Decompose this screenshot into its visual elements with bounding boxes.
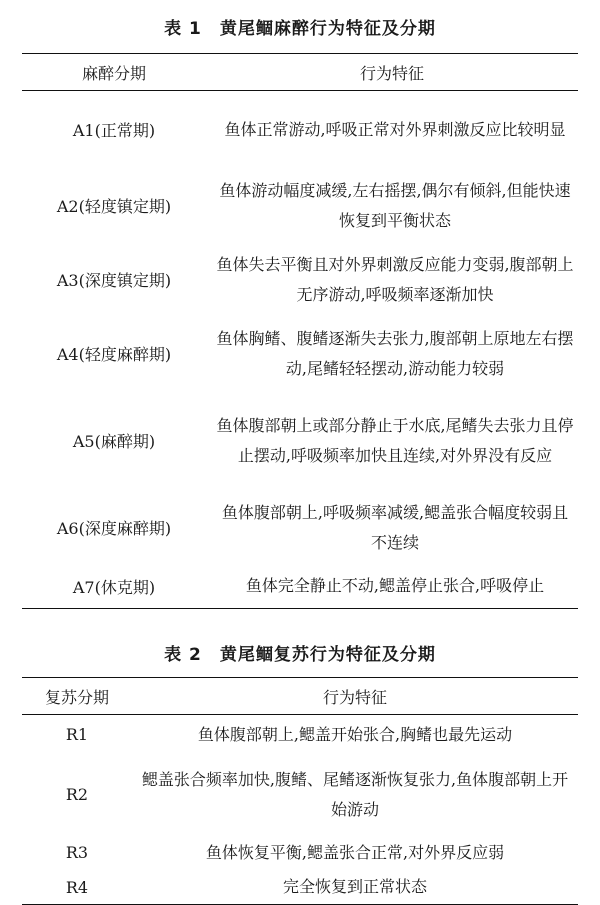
stage-cell: A5(麻醉期) <box>72 432 156 451</box>
table-row <box>22 317 578 391</box>
stage-cell: R3 <box>65 843 89 862</box>
table-row <box>22 715 578 755</box>
table2-caption <box>0 640 600 665</box>
stage-cell: A7(休克期) <box>22 565 206 609</box>
table-row <box>22 491 578 565</box>
column-header: 行为特征 <box>206 54 578 91</box>
behavior-cell: 鱼体失去平衡且对外界刺激反应能力变弱,腹部朝上无序游动,呼吸频率逐渐加快 <box>216 254 574 304</box>
behavior-cell: 鱼体腹部朝上,呼吸频率减缓,鳃盖张合幅度较弱且不连续 <box>221 502 569 552</box>
stage-cell: R1 <box>65 725 89 745</box>
stage-cell: A3(深度镇定期) <box>56 271 172 290</box>
column-header: 复苏分期 <box>22 678 132 715</box>
behavior-cell: 鳃盖张合频率加快,腹鳍、尾鳍逐渐恢复张力,鱼体腹部朝上开始游动 <box>141 769 569 819</box>
behavior-cell: 鱼体腹部朝上,鳃盖开始张合,胸鳍也最先运动 <box>197 724 513 744</box>
table1-caption <box>0 14 600 39</box>
stage-cell: A2(轻度镇定期) <box>56 197 172 216</box>
table-header-row <box>22 678 578 715</box>
stage-cell: A6(深度麻醉期) <box>56 519 172 538</box>
table-row <box>22 871 578 905</box>
behavior-cell: 鱼体游动幅度减缓,左右摇摆,偶尔有倾斜,但能快速恢复到平衡状态 <box>219 180 571 230</box>
column-header: 行为特征 <box>132 678 578 715</box>
behavior-cell: 鱼体正常游动,呼吸正常对外界刺激反应比较明显 <box>224 119 566 139</box>
recovery-stage-table <box>22 677 578 905</box>
table-row <box>22 391 578 491</box>
stage-cell: R4 <box>22 871 132 905</box>
stage-cell: A4(轻度麻醉期) <box>56 345 172 364</box>
table-header-row <box>22 54 578 91</box>
table-row <box>22 169 578 243</box>
table1-caption-title: 黄尾鲴麻醉行为特征及分期 <box>219 19 436 39</box>
table-row <box>22 91 578 169</box>
anesthesia-stage-table <box>22 53 578 609</box>
stage-cell: R2 <box>65 785 89 804</box>
table1-caption-number: 表 1 <box>164 19 202 39</box>
column-header: 麻醉分期 <box>22 54 206 91</box>
behavior-cell: 鱼体恢复平衡,鳃盖张合正常,对外界反应弱 <box>205 842 505 862</box>
behavior-cell: 鱼体完全静止不动,鳃盖停止张合,呼吸停止 <box>206 565 578 609</box>
behavior-cell: 鱼体腹部朝上或部分静止于水底,尾鳍失去张力且停止摆动,呼吸频率加快且连续,对外界没有反应 <box>216 415 574 465</box>
table2-caption-number: 表 2 <box>164 645 202 665</box>
stage-cell: A1(正常期) <box>72 121 156 141</box>
table-row <box>22 755 578 835</box>
behavior-cell: 鱼体胸鳍、腹鳍逐渐失去张力,腹部朝上原地左右摆动,尾鳍轻轻摆动,游动能力较弱 <box>216 328 574 378</box>
table-row <box>22 565 578 609</box>
behavior-cell: 完全恢复到正常状态 <box>132 871 578 905</box>
table-row <box>22 835 578 871</box>
table-row <box>22 243 578 317</box>
table2-caption-title: 黄尾鲴复苏行为特征及分期 <box>219 645 436 665</box>
